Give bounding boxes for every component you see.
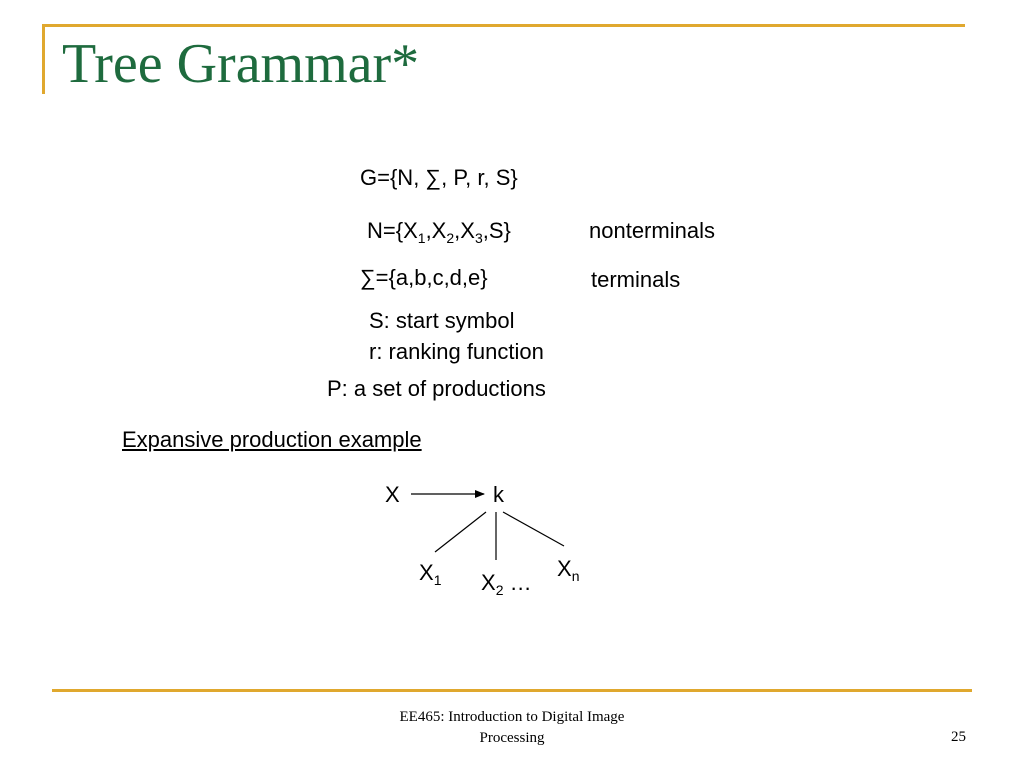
footer-course-title bbox=[362, 707, 662, 749]
tree-child-1 bbox=[419, 560, 442, 588]
page-number: 25 bbox=[951, 729, 966, 745]
frame-left-rule bbox=[42, 24, 45, 94]
nonterminal-subscript-2: 2 bbox=[446, 230, 455, 246]
terminal-set: ∑={a,b,c,d,e} bbox=[360, 265, 488, 290]
productions-text: P: a set of productions bbox=[327, 376, 546, 401]
tree-root-node: k bbox=[493, 482, 504, 507]
nonterminal-subscript-1: 1 bbox=[417, 230, 426, 246]
tree-child-1-base: X bbox=[419, 560, 434, 585]
tree-child-2 bbox=[481, 570, 532, 598]
tree-edge-n bbox=[503, 512, 564, 546]
footer-course-line-2: Processing bbox=[479, 730, 545, 746]
tree-child-2-ellipsis: … bbox=[503, 570, 532, 595]
tree-child-n bbox=[557, 556, 580, 584]
nonterminal-set-sep-2: ,X bbox=[454, 218, 475, 243]
tree-child-1-sub: 1 bbox=[433, 572, 442, 588]
example-heading: Expansive production example bbox=[122, 427, 422, 452]
slide-title: Tree Grammar* bbox=[62, 33, 420, 95]
grammar-definition: G={N, ∑, P, r, S} bbox=[360, 165, 518, 190]
tree-child-2-base: X bbox=[481, 570, 496, 595]
start-symbol-text: S: start symbol bbox=[369, 308, 515, 333]
production-lhs: X bbox=[385, 482, 400, 507]
nonterminal-subscript-3: 3 bbox=[474, 230, 483, 246]
frame-top-rule bbox=[43, 24, 965, 27]
nonterminal-set-prefix: N={X bbox=[367, 218, 418, 243]
tree-child-n-sub: n bbox=[571, 568, 580, 584]
tree-child-n-base: X bbox=[557, 556, 572, 581]
nonterminal-set bbox=[367, 218, 511, 246]
terminals-label: terminals bbox=[591, 267, 681, 292]
nonterminals-label: nonterminals bbox=[589, 218, 715, 243]
nonterminal-set-suffix: ,S} bbox=[482, 218, 511, 243]
tree-child-2-sub: 2 bbox=[495, 582, 504, 598]
tree-edge-1 bbox=[435, 512, 486, 552]
ranking-function-text: r: ranking function bbox=[369, 339, 544, 364]
nonterminal-set-sep-1: ,X bbox=[425, 218, 447, 243]
footer-rule bbox=[52, 689, 972, 692]
footer-course-line-1: EE465: Introduction to Digital Image bbox=[399, 709, 625, 725]
